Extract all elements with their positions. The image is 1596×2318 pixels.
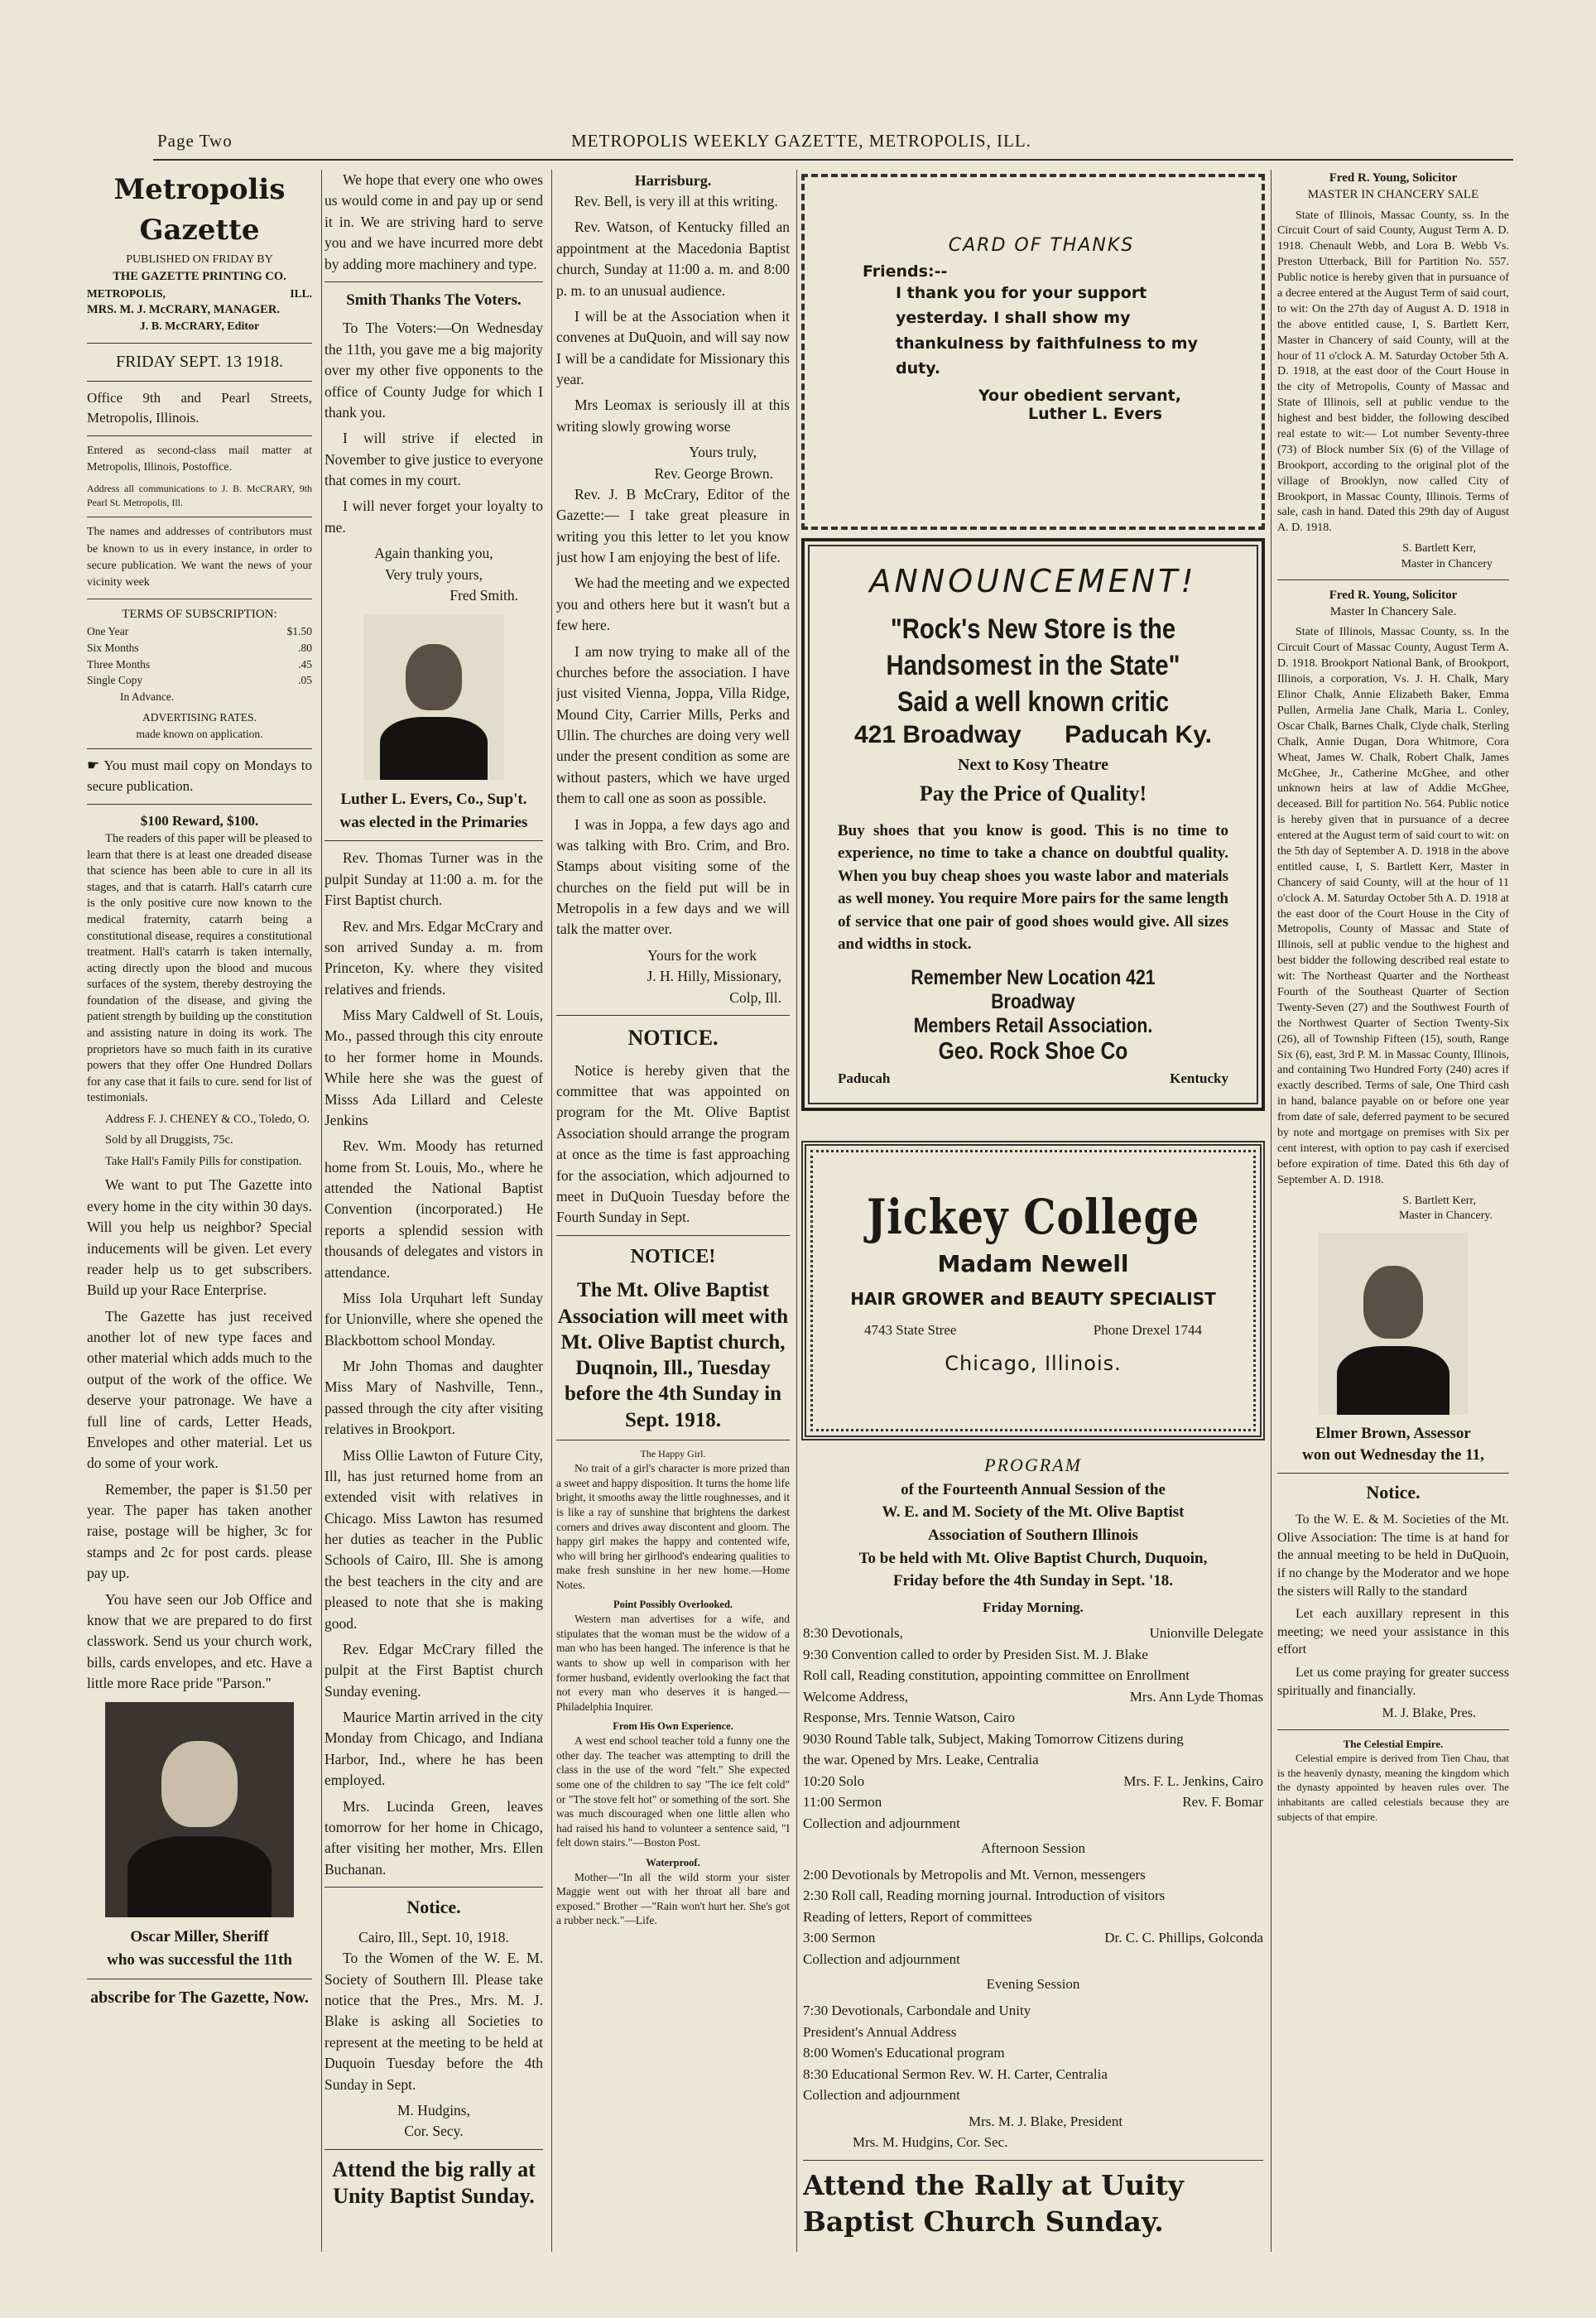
session-title: Friday Morning. — [983, 1599, 1084, 1615]
program-line-left: 7:30 Devotionals, Carbondale and Unity — [803, 2003, 1031, 2019]
program-line — [803, 1927, 1263, 1949]
sign-off: Very truly yours, — [384, 565, 483, 583]
remember-text: Remember, the paper is $1.50 per year. The paper has taken another raise, postage will be higher, 3c for stamps and 2c for post cards. please pay up. — [87, 1480, 312, 1582]
signature-role: Master in Chancery — [1401, 558, 1493, 571]
program-line — [803, 1729, 1263, 1750]
filler-title: From His Own Experience. — [613, 1720, 733, 1733]
pointing-hand-icon: ☛ — [87, 757, 104, 774]
program-line-left: 11:00 Sermon — [803, 1794, 882, 1811]
article-title: Smith Thanks The Voters. — [346, 291, 522, 309]
solicitor: Fred R. Young, Solicitor — [1329, 171, 1458, 185]
terms-row: One Year $1.50 — [87, 625, 312, 638]
signature-place: Colp, Ill. — [729, 988, 781, 1006]
notice-text: Let each auxillary represent in this meeting; we need your assistance in this effort — [1277, 1607, 1509, 1657]
notice-text: Let us come praying for greater success spiritually and financially. — [1277, 1666, 1509, 1698]
college-city: Chicago, Illinois. — [945, 1352, 1122, 1375]
sheriff-photo — [105, 1702, 294, 1917]
program-line-left: 3:00 Sermon — [803, 1930, 876, 1946]
news-item: Rev. Wm. Moody has returned home from St. Louis, Mo., where he attended the National Baptist Convention (incorporated.) He reports a splendid session with thousands of delegates and vistors in attendance. — [324, 1137, 543, 1281]
program-line — [803, 1644, 1263, 1666]
assessor-photo — [1319, 1233, 1468, 1415]
column-2 — [324, 170, 543, 2268]
sign-off: Yours for the work — [647, 946, 757, 964]
program-line-left: the war. Opened by Mrs. Leake, Centralia — [803, 1752, 1039, 1768]
notice-sign: M. J. Blake, Pres. — [1382, 1706, 1476, 1721]
column-rule — [321, 170, 322, 2252]
letter-text: Rev. J. B McCrary, Editor of the Gazette:— I take great pleasure in writing you this letter to let you know just how I am enjoying the best of life. — [556, 485, 790, 566]
editor-line: J. B. McCRARY, Editor — [139, 320, 260, 334]
sale-title: MASTER IN CHANCERY SALE — [1307, 188, 1479, 202]
article-text: I will strive if elected in November to give justice to everyone that comes in my court. — [324, 430, 543, 489]
program: PROGRAM of the Fourteenth Annual Session of the W. E. and M. Society of the Mt. Olive Baptist Association of Southern Illinois To be held with Mt. Olive Baptist Church, Duquoin, Friday before the 4th Sunday in Sept. '18. Friday Morning. 8:30 Devotionals, Unionville Delegate 9:30 Convention called to order by Presiden Sist. M. J. Blake Roll call, Reading constitution, appointing committee on Enrollment Welcome Address, Mrs. Ann Lyde Thomas Response, Mrs. Tennie Watson, Cairo 9030 Round Table talk, Subject, Making Tomorrow Citizens during the war. Opened by Mrs. Leake, Centralia 10:20 Solo Mrs. F. L. Jenkins, Cairo 11:00 Sermon Rev. F. Bomar Collection and adjournment Afternoon Session 2:00 Devotionals by Metropolis and Mt. Vernon, messengers 2:30 Roll call, Reading morning journal. Introduction of visitors Reading of letters, Report of committees 3:00 Sermon Dr. C. C. Phillips, Golconda Collection and adjournment Evening Session 7:30 Devotionals, Carbondale and Unity President's Annual Address 8:00 Women's Educational program 8:30 Educational Sermon Rev. W. H. Carter, Centralia Collection and adjournment Mrs. M. J. Blake, President Mrs. M. Hudgins, Cor. Sec. Attend the Rally at Uuity Baptist Church Sunday. — [803, 1452, 1263, 2268]
page-label: Page Two — [157, 131, 233, 151]
program-line-left: Collection and adjournment — [803, 1950, 960, 1967]
news-item: Maurice Martin arrived in the city Monday from Chicago, and Indiana Harbor, Ind., where he has been employed. — [324, 1709, 543, 1789]
college-spec: HAIR GROWER and BEAUTY SPECIALIST — [850, 1289, 1216, 1309]
program-line — [803, 2000, 1263, 2022]
program-line-left: 10:20 Solo — [803, 1772, 865, 1789]
column-rule — [796, 170, 797, 2252]
program-line — [803, 1623, 1263, 1644]
reward-text: The readers of this paper will be pleased to learn that there is at least one dreaded disease that science has been able to cure in all its stages, and that is catarrh. Hall's catarrh cure is the only positive cure now known to the medical fraternity, catarrh being a constitutional disease, requires a constitutional treatment. Hall's catarrh is taken internally, acting directly upon the blood and mucous surfaces of the system, thereby destroying the foundation of the disease, and giving the patient strength by building up the constitution and assisting nature in doing its work. The proprietors have so much faith in its curative powers that they offer One Hundred Dollars for any case that it fails to cure. send for list of testimonials. — [87, 832, 312, 1105]
column-rule — [551, 170, 552, 2252]
program-president: Mrs. M. J. Blake, President — [969, 2113, 1123, 2129]
sale-text: State of Illinois, Massac County, ss. In the Circuit Court of Massac County, August Term A. D. 1918. Brookport National Bank, of Brookport, Illinois, a corporation, Vs. J. H. Chalk, Mary Elinor Chalk, Annie Elizabeth Baker, Emma Pullen, Armelia Jane Chalk, Maria L. Conley, Oscar Chalk, Barnes Chalk, Clyde chalk, Sterling Chalk, Annie Dugan, Dora Whitmore, Cora Wheat, James W. Chalk, Robert Chalk, James McGhee, Jr., Catherine McGhee, and other unknown heirs at law of Addie McGhee, deceased. Bill for partition No. 564. Public notice is hereby given that in pursuance of a decree entered at the August term of said court to wit: on the 5th day of September A. D. 1918 in the above entitled cause, I, S. Bartlett Kerr, Master in Chancery of said County, will at the hour of 11 o'clock A. M. Saturday October 5th A. D. 1918 at the east door of the Court House in the City of Metropolis, County of Massac and State of Illinois, sell at public vendue to the highest and best bidder the following described real estate to wit: The Northeast Quarter and the Northeast Fourth of the Southeast Quarter of Section Twenty-Seven (27) and the Southwest Fourth of the Northwest Quarter of Section Twenty-Six (26), all of Township Fifteen (15), south, Range Six (6), east, 3rd P. M. in Massac County, Illinois, and containing Two Hundred Forty (240) acres if exactly described. Terms of sale, One Third cash in hand, balance payable on or before one year from date of sale, deferred payment to be secured by note and mortgage on premises with Six per cent interest, with option to pay cash if exercised before expiration of time. Dated this 6th day of September A. D. 1918. — [1277, 626, 1509, 1186]
college-address: 4743 State Stree Phone Drexel 1744 — [864, 1322, 1202, 1338]
ann-remember: Remember New Location 421 Broadway — [911, 965, 1156, 1013]
in-advance: In Advance. — [120, 690, 175, 703]
program-line-right: Rev. F. Bomar — [1182, 1794, 1263, 1811]
issue-date: FRIDAY SEPT. 13 1918. — [115, 352, 284, 371]
notice-dateline: Cairo, Ill., Sept. 10, 1918. — [358, 1928, 509, 1945]
news-item: Miss Iola Urquhart left Sunday for Unionville, where she opened the Blackbottom school Monday. — [324, 1289, 543, 1349]
address-note: Address all communications to J. B. McCRARY, 9th Pearl St. Metropolis, Ill. — [87, 482, 312, 509]
program-line — [803, 1686, 1263, 1708]
program-line — [803, 1885, 1263, 1907]
program-line-left: 9:30 Convention called to order by Presiden Sist. M. J. Blake — [803, 1646, 1148, 1662]
program-line-left: 8:30 Educational Sermon Rev. W. H. Carter, Centralia — [803, 2066, 1108, 2082]
page-header — [157, 131, 1505, 156]
program-line-left: Welcome Address, — [803, 1688, 909, 1705]
program-line-left: 2:00 Devotionals by Metropolis and Mt. Vernon, messengers — [803, 1866, 1146, 1883]
office-address: Office 9th and Pearl Streets, Metropolis, Illinois. — [87, 389, 312, 426]
news-item: Mrs. Lucinda Green, leaves tomorrow for her home in Chicago, after visiting her mother, Mrs. Ellen Buchanan. — [324, 1797, 543, 1878]
college-title: Jickey College — [866, 1189, 1200, 1245]
mail-note: ☛ You must mail copy on Mondays to secure publication. — [87, 757, 312, 794]
filler-title: The Celestial Empire. — [1343, 1737, 1444, 1750]
sale-text: State of Illinois, Massac County, ss. In the Circuit Court of said County, August Term A. D. 1918. Chenault Webb, and Lora B. Webb Vs. Preston Utterback, Bill for Partition No. 557. Public notice is hereby given that in pursuance of a decree entered at the August Term of said court, to wit: On the 27th day of August A. D. 1918 in the above entitled cause, I, S. Bartlett Kerr, Master in Chancery of said County, will at the hour of 11 o'clock A. M. Saturday October 5th A. D. 1918, at the east door of the Court House in the city of Metropolis, County of Massac and State of Illinois, sell at public vendue to the highest and best bidder, the following descibed real estate to wit:— Lot number Seventy-three (73) of Block number Six (6) of the Village of Brookport, according to the original plot of the village of Brooklyn, now called City of Brookport, in Massac County, Illinois. Terms of sale, cash in hand. Dated this 29th day of August A. D. 1918. — [1277, 209, 1509, 535]
notice-title: NOTICE! — [630, 1245, 716, 1267]
notice-text: To the W. E. & M. Societies of the Mt. Olive Association: The time is at hand for the annual meeting to be held in DuQuoin, if no change by the Moderator and we hope the sisters will Rally to the standard — [1277, 1512, 1509, 1599]
program-line — [803, 1907, 1263, 1928]
session-title: Evening Session — [986, 1976, 1080, 1993]
program-afternoon — [803, 1864, 1263, 1970]
program-line-left: Response, Mrs. Tennie Watson, Cairo — [803, 1710, 1016, 1726]
terms-row: Three Months .45 — [87, 657, 312, 671]
program-line-left: Collection and adjournment — [803, 2087, 960, 2104]
article-text: Mrs Leomax is seriously ill at this writing slowly growing worse — [556, 397, 790, 435]
program-line-left: Collection and adjournment — [803, 1815, 960, 1831]
rally-text: Attend the Rally at Uuity Baptist Church Sunday. — [803, 2168, 1184, 2239]
ann-title: ANNOUNCEMENT! — [869, 563, 1197, 599]
filler-text: A west end school teacher told a funny one the other day. The teacher was attempting to drill the class in the use of the word "felt." She expected some one of the children to say "The ice felt cold" or "The stove felt hot" or something of the sort. She was much discouraged when one little allen who had raised his hand to volunteer a sentence said, "I felt down stairs."—Boston Post. — [556, 1734, 790, 1849]
photo-caption: who was successful the 11th — [107, 1951, 292, 1969]
ann-next: Next to Kosy Theatre — [957, 755, 1108, 774]
program-line — [803, 2022, 1263, 2043]
program-line — [803, 1949, 1263, 1970]
program-line — [803, 1665, 1263, 1686]
letter-text: We had the meeting and we expected you and others here but it wasn't but a few here. — [556, 575, 790, 634]
college-name: Madam Newell — [937, 1250, 1129, 1277]
program-line-left: 9030 Round Table talk, Subject, Making Tomorrow Citizens during — [803, 1730, 1184, 1747]
signature: J. H. Hilly, Missionary, — [647, 968, 781, 985]
program-line-left: 8:30 Devotionals, — [803, 1625, 903, 1642]
news-item: Rev. Edgar McCrary filled the pulpit at the First Baptist church Sunday evening. — [324, 1640, 543, 1700]
ann-body: Buy shoes that you know is good. This is no time to experience, no time to take a chance on doubtful quality. When you buy cheap shoes you waste labor and materials as well money. You require More pairs for the same length of service that one pair of good shoes would give. All sizes and widths in stock. — [838, 821, 1228, 954]
letter-text: I was in Joppa, a few days ago and was talking with Bro. Crim, and Bro. Stamps about visiting some of the churches on the field put will be in Metropolis in a few days and we will talk the matter over. — [556, 815, 790, 938]
session-title: Afternoon Session — [980, 1840, 1086, 1857]
intro-text: We hope that every one who owes us would come in and pay up or send it in. We are striving hard to serve you and we have incurred more debt by adding more machinery and type. — [324, 171, 543, 272]
adv-text: made known on application. — [136, 727, 263, 740]
header-rule — [153, 159, 1513, 161]
signature: Fred Smith. — [449, 586, 518, 604]
photo-caption: Oscar Miller, Sheriff — [130, 1928, 269, 1946]
program-line-left: Roll call, Reading constitution, appointing committee on Enrollment — [803, 1667, 1190, 1684]
program-line — [803, 1864, 1263, 1886]
sale-title: Master In Chancery Sale. — [1329, 605, 1457, 619]
program-line-right: Mrs. Ann Lyde Thomas — [1129, 1688, 1263, 1705]
ann-footer: Paducah Kentucky — [838, 1070, 1228, 1086]
notice-title: Notice. — [406, 1897, 461, 1918]
ann-firm: Geo. Rock Shoe Co — [938, 1037, 1128, 1065]
notice-sign: M. Hudgins, — [397, 2101, 470, 2118]
filler-text: Celestial empire is derived from Tien Chau, that is the heavenly dynasty, meaning the kingdom which the dynasty appointed by heaven rules over. The inhabitants are called celestials because they are subjects of that empire. — [1277, 1752, 1509, 1823]
reward-sold: Sold by all Druggists, 75c. — [105, 1133, 233, 1147]
signature: S. Bartlett Kerr, — [1402, 542, 1476, 555]
photo-caption: Elmer Brown, Assessor — [1315, 1425, 1471, 1443]
place-line: METROPOLIS, ILL. — [87, 286, 312, 300]
notice-role: Cor. Secy. — [404, 2123, 464, 2140]
program-morning — [803, 1623, 1263, 1834]
filler-title: Point Possibly Overlooked. — [613, 1599, 733, 1611]
program-line — [803, 1771, 1263, 1792]
program-title: PROGRAM — [984, 1455, 1082, 1475]
news-item: Rev. Thomas Turner was in the pulpit Sunday at 11:00 a. m. for the First Baptist church. — [324, 849, 543, 909]
column-3 — [556, 170, 790, 2268]
want-text: We want to put The Gazette into every home in the city within 30 days. Will you help us neighbor? Special inducements will be given. Let every reader help us to get subscribers. Build up your Race Enterprise. — [87, 1176, 312, 1299]
adv-title: ADVERTISING RATES. — [142, 711, 257, 724]
masthead: Metropolis Gazette — [113, 173, 286, 248]
program-secretary: Mrs. M. Hudgins, Cor. Sec. — [853, 2134, 1008, 2151]
terms-list — [87, 623, 312, 688]
program-evening — [803, 2000, 1263, 2106]
notice-big-text: The Mt. Olive Baptist Association will meet with Mt. Olive Baptist church, Duqnoin, Ill., Tuesday before the 4th Sunday in Sept. 1918. — [557, 1279, 789, 1431]
subscribe-line: abscribe for The Gazette, Now. — [90, 1988, 309, 2007]
news-item: Miss Mary Caldwell of St. Louis, Mo., passed through this city enroute to her former home in Mounds. While here she was the guest of Misss Ada Lillard and Celeste Jenkins — [324, 1007, 543, 1128]
program-line — [803, 2064, 1263, 2085]
solicitor: Fred R. Young, Solicitor — [1329, 588, 1458, 602]
card-of-thanks: CARD OF THANKS Friends:-- I thank you for your support yesterday. I shall show my thankulness by faithfulness to my duty. Your obedient servant, Luther L. Evers — [801, 174, 1265, 530]
terms-title: TERMS OF SUBSCRIPTION: — [122, 607, 277, 621]
filler-text: Western man advertises for a wife, and stipulates that the woman must be the widow of a man who has been hanged. The inference is that he wants to show up well in comparison with her former husband, evidently overlooking the fact that not every man who deserves it is hanged.—Philadelphia Inquirer. — [556, 1613, 790, 1713]
column-rule — [1271, 170, 1272, 2252]
program-line-left: Reading of letters, Report of committees — [803, 1908, 1032, 1925]
notice-text: To the Women of the W. E. M. Society of Southern Ill. Please take notice that the Pres., Mrs. M. J. Blake is asking all Societies to represent at the meeting to be held at Duquoin Tuesday before the 4th Sunday in Sept. — [324, 1950, 543, 2093]
contributors-note: The names and addresses of contributors must be known to us in every instance, in order to secure publication. We want the news of your vicinity week — [87, 526, 312, 589]
photo-caption: won out Wednesday the 11, — [1302, 1445, 1484, 1464]
signature: Rev. George Brown. — [654, 464, 773, 482]
reward-title: $100 Reward, $100. — [140, 812, 259, 829]
ann-address: 421 Broadway Paducah Ky. — [854, 720, 1212, 748]
notice-title: Notice. — [1366, 1481, 1421, 1503]
filler-title: Waterproof. — [646, 1856, 700, 1868]
program-line — [803, 1749, 1263, 1771]
letter-text: I am now trying to make all of the churches before the association. I have just visited Vienna, Joppa, Villa Ridge, Mound City, Carrier Mills, Perks and Ullin. The churches are doing very well under the present condition as some are without pasters, which we have urged them to call one as soon as possible. — [556, 642, 790, 807]
program-line — [803, 1707, 1263, 1729]
program-line — [803, 1813, 1263, 1835]
program-line-left: President's Annual Address — [803, 2023, 957, 2040]
job-text: You have seen our Job Office and know that we are prepared to do first classwork. Send us your church work, bills, cards envelopes, and etc. Have a little more Race pride "Parson." — [87, 1590, 312, 1692]
type-text: The Gazette has just received another lot of new type faces and other material which adds much to the output of the work of the office. We deserve your patronage. We have a full line of cards, Letter Heads, Envelopes and other material. Let us do some of your work. — [87, 1307, 312, 1472]
article-text: I will be at the Association when it convenes at DuQuoin, and will say now I will be a candidate for Missionary this year. — [556, 307, 790, 388]
filler-text: Mother—"In all the wild storm your sister Maggie went out with her throat all bare and exposed." Brother —"Rain won't hurt her. She's got a rubber neck."—Life. — [556, 1870, 790, 1927]
article-text: Rev. Watson, of Kentucky filled an appointment at the Macedonia Baptist church, Sunday at 11:00 a. m. and 8:00 p. m. to an unusual audience. — [556, 219, 790, 299]
news-item: Miss Ollie Lawton of Future City, Ill, has just returned home from an extended visit with relatives in Chicago. Miss Lawton has resumed her duties as teacher in the Public Schools of Cairo, Ill. She is among the best teachers in the city and are pleased to note that she is making good. — [324, 1446, 543, 1632]
ann-pay: Pay the Price of Quality! — [919, 781, 1147, 806]
sign-off: Yours truly, — [689, 444, 757, 461]
signature-role: Master in Chancery. — [1399, 1209, 1493, 1223]
ann-quote: "Rock's New Store is the Handsomest in the State" Said a well known critic — [886, 613, 1180, 719]
article-title: Harrisburg. — [634, 172, 712, 189]
photo-caption: was elected in the Primaries — [339, 813, 528, 831]
reward-pills: Take Hall's Family Pills for constipation. — [105, 1154, 302, 1168]
reward-address: Address F. J. CHENEY & CO., Toledo, O. — [105, 1112, 310, 1126]
notice-title: NOTICE. — [627, 1025, 719, 1050]
terms-row: Six Months .80 — [87, 641, 312, 654]
manager-line: MRS. M. J. McCRARY, MANAGER. — [87, 303, 280, 317]
program-line-right: Unionville Delegate — [1149, 1625, 1263, 1642]
column-5 — [1277, 170, 1509, 2268]
column-1 — [87, 170, 312, 2268]
program-line-left: 2:30 Roll call, Reading morning journal. Introduction of visitors — [803, 1888, 1166, 1904]
ann-members: Members Retail Association. — [913, 1013, 1153, 1037]
evers-photo — [363, 614, 504, 780]
publisher-name: THE GAZETTE PRINTING CO. — [113, 269, 286, 283]
article-text: To The Voters:—On Wednesday the 11th, you gave me a big majority over my other five opponents to the office of County Judge for which I thank you. — [324, 320, 543, 421]
news-item: Rev. and Mrs. Edgar McCrary and son arrived Sunday a. m. from Princeton, Ky. where they visited relatives and friends. — [324, 917, 543, 998]
photo-caption: Luther L. Evers, Co., Sup't. — [340, 791, 527, 809]
article-text: I will never forget your loyalty to me. — [324, 498, 543, 536]
publisher-line: PUBLISHED ON FRIDAY BY — [126, 252, 273, 266]
program-line — [803, 1791, 1263, 1813]
sign-off: Again thanking you, — [374, 545, 493, 562]
filler-title: The Happy Girl. — [640, 1447, 706, 1460]
program-line-right: Dr. C. C. Phillips, Golconda — [1104, 1930, 1263, 1946]
filler-text: No trait of a girl's character is more prized than a sweet and happy disposition. It turns the home life bright, it smooths away the little roughnesses, and it is like a ray of sunshine that brightens the darkest corners and drives away discontent and gloom. The happy girl makes the happy and contented wife, who will bring her girlhood's endearing qualities to make fresh sunshine in her new home.—Home Notes. — [556, 1462, 790, 1591]
college-ad — [801, 1141, 1265, 1440]
program-line — [803, 2042, 1263, 2064]
program-line — [803, 2085, 1263, 2106]
program-line-right: Mrs. F. L. Jenkins, Cairo — [1123, 1772, 1263, 1789]
entered-note: Entered as second-class mail matter at Metropolis, Illinois, Postoffice. — [87, 445, 312, 474]
rally-text: Attend the big rally at Unity Baptist Sunday. — [332, 2157, 536, 2209]
news-item: Mr John Thomas and daughter Miss Mary of Nashville, Tenn., passed through the city after visiting relatives in Brookport. — [324, 1358, 543, 1438]
program-line-left: 8:00 Women's Educational program — [803, 2045, 1005, 2061]
running-title: METROPOLIS WEEKLY GAZETTE, METROPOLIS, ILL. — [571, 131, 1031, 151]
terms-row: Single Copy .05 — [87, 674, 312, 687]
article-text: Rev. Bell, is very ill at this writing. — [574, 193, 778, 210]
shoe-store-ad — [801, 538, 1265, 1111]
notice-text: Notice is hereby given that the committee that was appointed on program for the Mt. Olive Baptist Association should arrange the program at once as the time is fast approaching for the association, which adjourned to meet in DuQuoin Tuesday before the Fourth Sunday in Sept. — [556, 1061, 790, 1226]
signature: S. Bartlett Kerr, — [1402, 1194, 1476, 1207]
